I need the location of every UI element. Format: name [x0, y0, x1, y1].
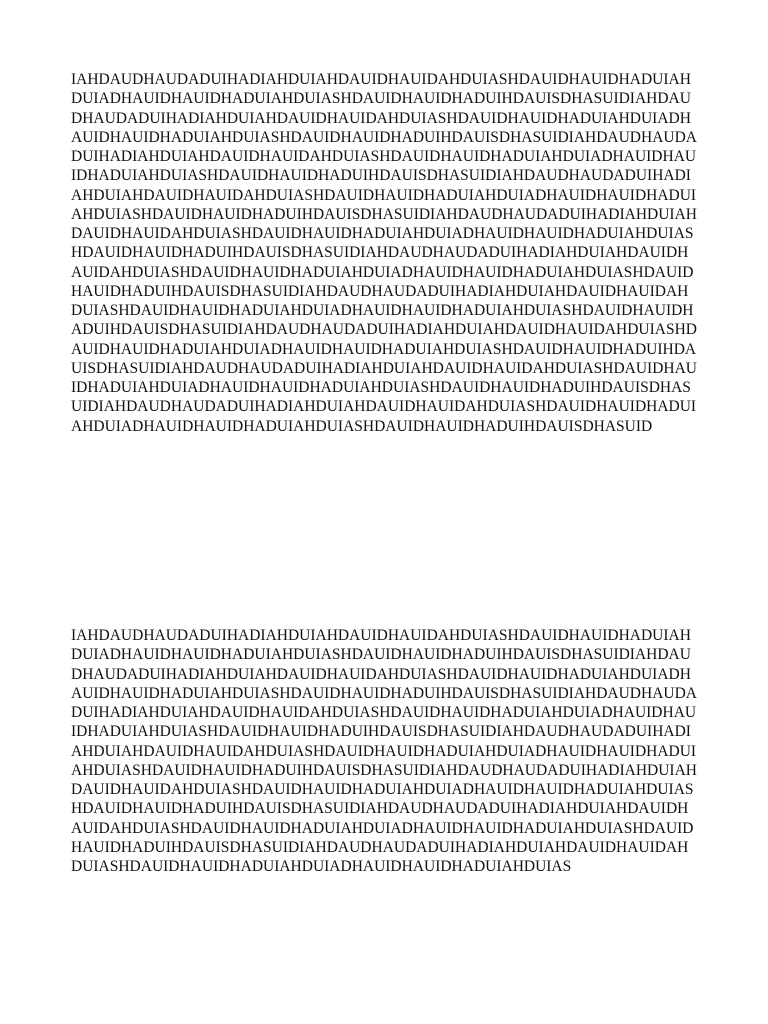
paragraph-2: IAHDAUDHAUDADUIHADIAHDUIAHDAUIDHAUIDAHDUIASHDAUIDHAUIDHADUIAHDUIADHAUIDHAUIDHADUIAHDUIASHDAUIDHAUIDHADUIHDAUISDHASUIDIAHDAUDHAUDADUIHADIAHDUIAHDAUIDHAUIDAHDUIASHDAUIDHAUIDHADUIAHDUIADHAUIDHAUIDHADUIAHDUIASHDAUIDHAUIDHADUIHDAUISDHASUIDIAHDAUDHAUDADUIHADIAHDUIAHDAUIDHAUIDAHDUIASHDAUIDHAUIDHADUIAHDUIADHAUIDHAUIDHADUIAHDUIASHDAUIDHAUIDHADUIHDAUISDHASUIDIAHDAUDHAUDADUIHADIAHDUIAHDAUIDHAUIDAHDUIASHDAUIDHAUIDHADUIAHDUIADHAUIDHAUIDHADUIAHDUIASHDAUIDHAUIDHADUIHDAUISDHASUIDIAHDAUDHAUDADUIHADIAHDUIAHDAUIDHAUIDAHDUIASHDAUIDHAUIDHADUIAHDUIADHAUIDHAUIDHADUIAHDUIASHDAUIDHAUIDHADUIHDAUISDHASUIDIAHDAUDHAUDADUIHADIAHDUIAHDAUIDHAUIDAHDUIASHDAUIDHAUIDHADUIAHDUIADHAUIDHAUIDHADUIAHDUIASHDAUIDHAUIDHADUIHDAUISDHASUIDIAHDAUDHAUDADUIHADIAHDUIAHDAUIDHAUIDAHDUIASHDAUIDHAUIDHADUIAHDUIADHAUIDHAUIDHADUIAHDUIAS — [71, 627, 697, 875]
paragraph-1: IAHDAUDHAUDADUIHADIAHDUIAHDAUIDHAUIDAHDUIASHDAUIDHAUIDHADUIAHDUIADHAUIDHAUIDHADUIAHDUIASHDAUIDHAUIDHADUIHDAUISDHASUIDIAHDAUDHAUDADUIHADIAHDUIAHDAUIDHAUIDAHDUIASHDAUIDHAUIDHADUIAHDUIADHAUIDHAUIDHADUIAHDUIASHDAUIDHAUIDHADUIHDAUISDHASUIDIAHDAUDHAUDADUIHADIAHDUIAHDAUIDHAUIDAHDUIASHDAUIDHAUIDHADUIAHDUIADHAUIDHAUIDHADUIAHDUIASHDAUIDHAUIDHADUIHDAUISDHASUIDIAHDAUDHAUDADUIHADIAHDUIAHDAUIDHAUIDAHDUIASHDAUIDHAUIDHADUIAHDUIADHAUIDHAUIDHADUIAHDUIASHDAUIDHAUIDHADUIHDAUISDHASUIDIAHDAUDHAUDADUIHADIAHDUIAHDAUIDHAUIDAHDUIASHDAUIDHAUIDHADUIAHDUIADHAUIDHAUIDHADUIAHDUIASHDAUIDHAUIDHADUIHDAUISDHASUIDIAHDAUDHAUDADUIHADIAHDUIAHDAUIDHAUIDAHDUIASHDAUIDHAUIDHADUIAHDUIADHAUIDHAUIDHADUIAHDUIASHDAUIDHAUIDHADUIHDAUISDHASUIDIAHDAUDHAUDADUIHADIAHDUIAHDAUIDHAUIDAHDUIASHDAUIDHAUIDHADUIAHDUIADHAUIDHAUIDHADUIAHDUIASHDAUIDHAUIDHADUIHDAUISDHASUIDIAHDAUDHAUDADUIHADIAHDUIAHDAUIDHAUIDAHDUIASHDAUIDHAUIDHADUIAHDUIADHAUIDHAUIDHADUIAHDUIASHDAUIDHAUIDHADUIHDAUISDHASUIDIAHDAUDHAUDADUIHADIAHDUIAHDAUIDHAUIDAHDUIASHDAUIDHAUIDHADUIAHDUIADHAUIDHAUIDHADUIAHDUIASHDAUIDHAUIDHADUIHDAUISDHASUIDIAHDAUDHAUDADUIHADIAHDUIAHDAUIDHAUIDAHDUIASHDAUIDHAUIDHADUIAHDUIADHAUIDHAUIDHADUIAHDUIASHDAUIDHAUIDHADUIHDAUISDHASUID — [71, 71, 697, 435]
